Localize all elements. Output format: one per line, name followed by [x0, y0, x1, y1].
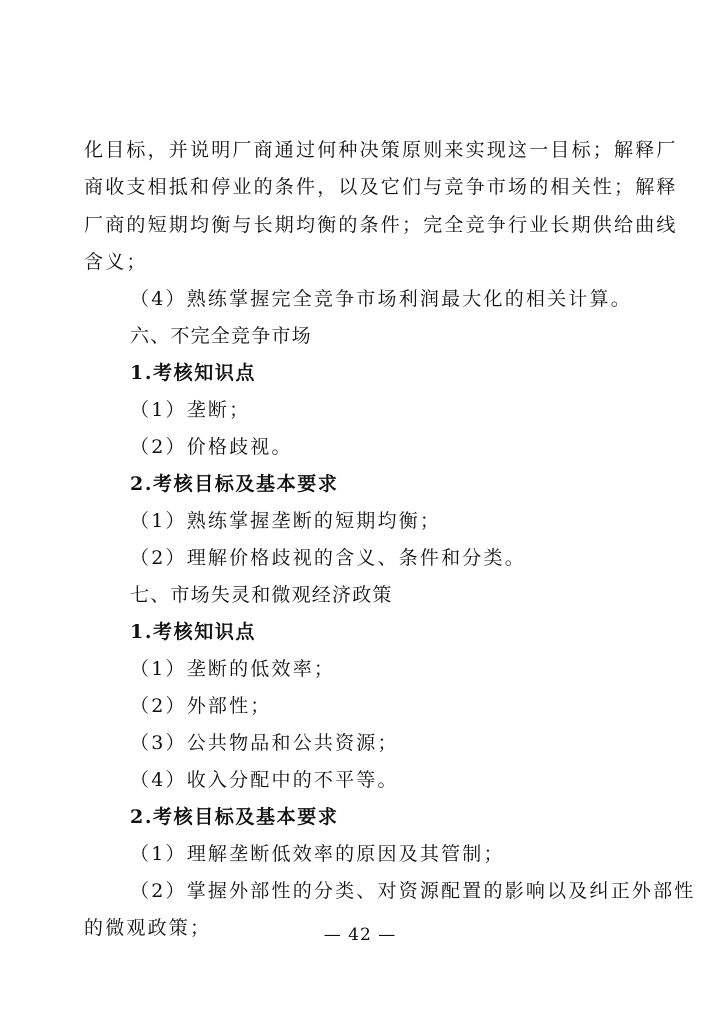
paragraph-line-2: 商收支相抵和停业的条件，以及它们与竞争市场的相关性；解释	[84, 176, 678, 198]
section-7-objective-continuation: 的微观政策；	[84, 917, 212, 939]
section-6-knowledge-item: （2）价格歧视。	[130, 436, 293, 458]
paragraph-line-4: 含义；	[84, 251, 148, 273]
section-6-objective-item: （2）理解价格歧视的含义、条件和分类。	[130, 547, 526, 569]
section-7-knowledge-item: （4）收入分配中的不平等。	[130, 769, 399, 791]
paragraph-line-1: 化目标，并说明厂商通过何种决策原则来实现这一目标；解释厂	[84, 139, 678, 161]
section-7-knowledge-item: （1）垄断的低效率；	[130, 658, 336, 680]
section-7-objectives-heading: 2.考核目标及基本要求	[130, 806, 339, 828]
section-7-knowledge-heading: 1.考核知识点	[130, 621, 257, 643]
section-7-knowledge-item: （2）外部性；	[130, 695, 272, 717]
profit-calculation-item: （4）熟练掌握完全竞争市场利润最大化的相关计算。	[130, 288, 632, 310]
section-7-title: 七、市场失灵和微观经济政策	[130, 584, 393, 606]
section-6-knowledge-heading: 1.考核知识点	[130, 362, 257, 384]
paragraph-line-3: 厂商的短期均衡与长期均衡的条件；完全竞争行业长期供给曲线	[84, 214, 678, 236]
section-6-knowledge-item: （1）垄断；	[130, 399, 251, 421]
section-6-objective-item: （1）熟练掌握垄断的短期均衡；	[130, 510, 442, 532]
section-7-objective-item: （2）掌握外部性的分类、对资源配置的影响以及纠正外部性	[130, 880, 696, 902]
section-6-objectives-heading: 2.考核目标及基本要求	[130, 473, 339, 495]
page-number: — 42 —	[323, 925, 397, 945]
section-6-title: 六、不完全竞争市场	[130, 325, 312, 347]
section-7-objective-item: （1）理解垄断低效率的原因及其管制；	[130, 843, 505, 865]
section-7-knowledge-item: （3）公共物品和公共资源；	[130, 732, 399, 754]
